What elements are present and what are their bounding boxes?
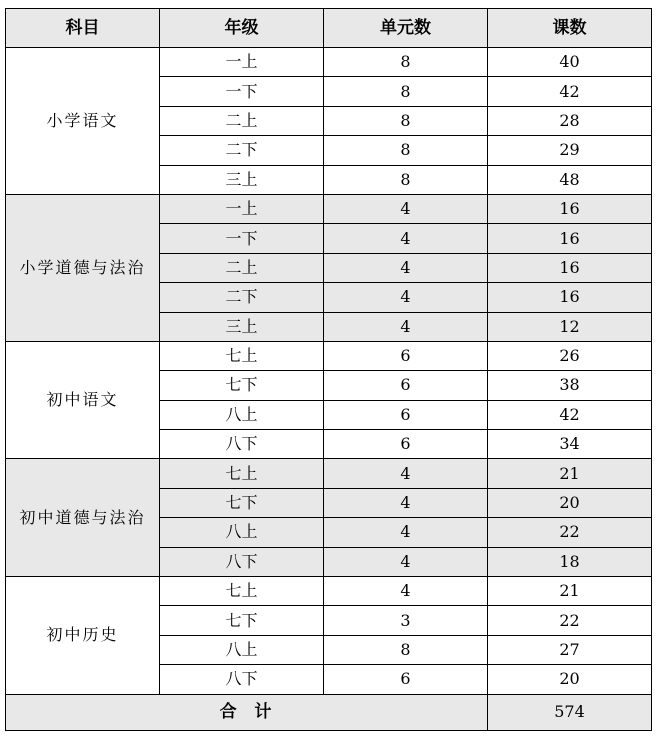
lessons-cell: 20 <box>488 665 652 694</box>
lessons-cell: 20 <box>488 488 652 517</box>
lessons-cell: 22 <box>488 606 652 635</box>
lessons-cell: 28 <box>488 106 652 135</box>
table-row <box>6 194 652 223</box>
units-cell: 4 <box>324 518 488 547</box>
subject-cell: 初中道德与法治 <box>6 459 160 577</box>
lessons-cell: 40 <box>488 48 652 77</box>
units-cell: 6 <box>324 665 488 694</box>
lessons-cell: 16 <box>488 194 652 223</box>
units-cell: 4 <box>324 283 488 312</box>
table-body <box>6 48 652 695</box>
lessons-cell: 21 <box>488 577 652 606</box>
units-cell: 6 <box>324 430 488 459</box>
grade-cell: 七上 <box>160 459 324 488</box>
subject-cell: 小学语文 <box>6 48 160 195</box>
grade-cell: 二下 <box>160 136 324 165</box>
header-grade: 年级 <box>160 9 324 48</box>
lessons-cell: 16 <box>488 283 652 312</box>
units-cell: 8 <box>324 136 488 165</box>
lessons-cell: 42 <box>488 400 652 429</box>
lessons-cell: 16 <box>488 253 652 282</box>
units-cell: 4 <box>324 194 488 223</box>
units-cell: 6 <box>324 400 488 429</box>
grade-cell: 三上 <box>160 312 324 341</box>
subject-cell: 小学道德与法治 <box>6 194 160 341</box>
units-cell: 8 <box>324 77 488 106</box>
header-units: 单元数 <box>324 9 488 48</box>
units-cell: 6 <box>324 371 488 400</box>
lessons-cell: 42 <box>488 77 652 106</box>
subject-cell: 初中语文 <box>6 341 160 459</box>
units-cell: 4 <box>324 577 488 606</box>
lessons-cell: 18 <box>488 547 652 576</box>
total-lessons: 574 <box>488 694 652 730</box>
table-row <box>6 48 652 77</box>
grade-cell: 二上 <box>160 106 324 135</box>
total-label: 合 计 <box>6 694 488 730</box>
table-row <box>6 459 652 488</box>
header-row <box>6 9 652 48</box>
table-row <box>6 341 652 370</box>
units-cell: 6 <box>324 341 488 370</box>
lessons-cell: 34 <box>488 430 652 459</box>
lessons-cell: 27 <box>488 635 652 664</box>
grade-cell: 七下 <box>160 488 324 517</box>
grade-cell: 二下 <box>160 283 324 312</box>
lessons-cell: 21 <box>488 459 652 488</box>
grade-cell: 七上 <box>160 577 324 606</box>
lessons-cell: 29 <box>488 136 652 165</box>
units-cell: 4 <box>324 488 488 517</box>
grade-cell: 二上 <box>160 253 324 282</box>
grade-cell: 一上 <box>160 194 324 223</box>
grade-cell: 八下 <box>160 430 324 459</box>
header-lessons: 课数 <box>488 9 652 48</box>
lessons-cell: 26 <box>488 341 652 370</box>
grade-cell: 七上 <box>160 341 324 370</box>
units-cell: 4 <box>324 547 488 576</box>
total-row <box>6 694 652 730</box>
lessons-cell: 12 <box>488 312 652 341</box>
grade-cell: 三上 <box>160 165 324 194</box>
units-cell: 8 <box>324 48 488 77</box>
grade-cell: 八上 <box>160 518 324 547</box>
grade-cell: 一下 <box>160 77 324 106</box>
units-cell: 4 <box>324 253 488 282</box>
grade-cell: 七下 <box>160 606 324 635</box>
units-cell: 8 <box>324 165 488 194</box>
table-row <box>6 577 652 606</box>
units-cell: 3 <box>324 606 488 635</box>
units-cell: 4 <box>324 459 488 488</box>
units-cell: 8 <box>324 635 488 664</box>
grade-cell: 八下 <box>160 547 324 576</box>
lessons-cell: 22 <box>488 518 652 547</box>
grade-cell: 一上 <box>160 48 324 77</box>
units-cell: 4 <box>324 224 488 253</box>
grade-cell: 七下 <box>160 371 324 400</box>
grade-cell: 八上 <box>160 400 324 429</box>
lessons-cell: 16 <box>488 224 652 253</box>
lessons-cell: 48 <box>488 165 652 194</box>
header-subject: 科目 <box>6 9 160 48</box>
grade-cell: 一下 <box>160 224 324 253</box>
lessons-cell: 38 <box>488 371 652 400</box>
grade-cell: 八下 <box>160 665 324 694</box>
grade-cell: 八上 <box>160 635 324 664</box>
subject-cell: 初中历史 <box>6 577 160 695</box>
course-table <box>5 8 652 731</box>
units-cell: 8 <box>324 106 488 135</box>
units-cell: 4 <box>324 312 488 341</box>
